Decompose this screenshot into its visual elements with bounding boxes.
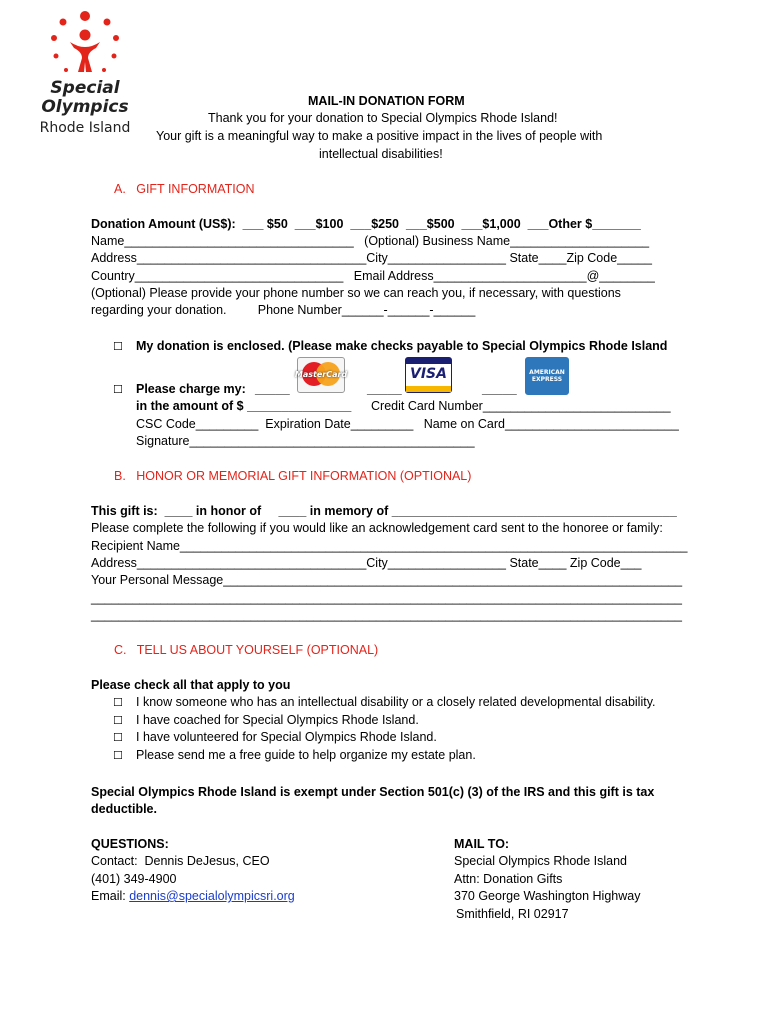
please-charge-label: Please charge my: — [136, 382, 246, 396]
option-label: I know someone who has an intellectual disability or a closely related developmental disability. — [136, 695, 656, 709]
phone-number-row[interactable]: regarding your donation. Phone Number______-______-______ — [91, 303, 476, 317]
acknowledgement-instructions: Please complete the following if you would like an acknowledgement card sent to the honoree or family: — [91, 521, 663, 535]
name-row[interactable]: Name_________________________________ (Optional) Business Name____________________ — [91, 234, 650, 248]
logo-line-1: Special — [50, 78, 120, 98]
amex-label-1: AMERICAN — [529, 369, 565, 376]
email-link[interactable]: dennis@specialolympicsri.org — [129, 889, 295, 903]
logo-line-3: Rhode Island — [39, 120, 131, 136]
section-a-heading: A. GIFT INFORMATION — [114, 182, 255, 196]
mail-to-line-2: Attn: Donation Gifts — [454, 872, 563, 886]
amex-logo — [525, 357, 569, 395]
mail-to-heading: MAIL TO: — [454, 837, 510, 851]
option-label: I have volunteered for Special Olympics Rhode Island. — [136, 730, 437, 744]
visa-blank[interactable]: _____ — [367, 382, 402, 396]
visa-label: VISA — [410, 366, 447, 383]
mastercard-blank[interactable]: _____ — [255, 382, 290, 396]
option-label: Please send me a free guide to help organize my estate plan. — [136, 748, 476, 762]
special-olympics-emblem-icon — [30, 8, 140, 80]
mail-to-line-1: Special Olympics Rhode Island — [454, 854, 627, 868]
gift-type-row[interactable]: This gift is: ____ in honor of ____ in memory of _________________________________________ — [91, 504, 677, 518]
intro-line-3: intellectual disabilities! — [319, 147, 443, 161]
mail-to-line-4: Smithfield, RI 02917 — [456, 907, 569, 921]
recipient-address-row[interactable]: Address_________________________________City_________________ State____ Zip Code___ — [91, 556, 642, 570]
contact-email-row — [91, 888, 295, 906]
recipient-name-field[interactable]: Recipient Name_________________________________________________________________________ — [91, 539, 688, 553]
mastercard-logo — [294, 357, 348, 393]
special-olympics-logo — [30, 8, 140, 138]
logo-line-2: Olympics — [41, 97, 129, 117]
country-email-row[interactable]: Country______________________________ Email Address______________________@________ — [91, 269, 655, 283]
donation-enclosed-label: My donation is enclosed. (Please make checks payable to Special Olympics Rhode Island — [136, 339, 668, 353]
credit-card-number-field[interactable]: Credit Card Number___________________________ — [371, 399, 671, 413]
csc-expiration-name-row[interactable]: CSC Code_________ Expiration Date_________ Name on Card_________________________ — [136, 417, 679, 431]
form-title: MAIL-IN DONATION FORM — [308, 94, 465, 108]
section-c-heading: C. TELL US ABOUT YOURSELF (OPTIONAL) — [114, 643, 379, 657]
message-line-1[interactable]: _____________________________________________________________________________________ — [91, 591, 682, 605]
option-checkbox[interactable]: ☐ — [113, 714, 123, 727]
charge-checkbox[interactable]: ☐ — [113, 383, 123, 396]
enclosed-checkbox[interactable]: ☐ — [113, 340, 123, 353]
mail-to-line-3: 370 George Washington Highway — [454, 889, 641, 903]
check-all-label: Please check all that apply to you — [91, 678, 291, 692]
charge-amount-row[interactable]: in the amount of $ _______________ — [136, 399, 352, 413]
signature-field[interactable]: Signature_________________________________________ — [136, 434, 475, 448]
contact-name: Contact: Dennis DeJesus, CEO — [91, 854, 270, 868]
personal-message-field[interactable]: Your Personal Message__________________________________________________________________ — [91, 573, 683, 587]
email-label: Email: — [91, 889, 130, 903]
address-row[interactable]: Address_________________________________City_________________ State____Zip Code_____ — [91, 251, 652, 265]
visa-logo — [405, 357, 452, 393]
questions-heading: QUESTIONS: — [91, 837, 169, 851]
tax-statement-line-2: deductible. — [91, 802, 157, 816]
message-line-2[interactable]: _____________________________________________________________________________________ — [91, 608, 682, 622]
option-checkbox[interactable]: ☐ — [113, 696, 123, 709]
option-checkbox[interactable]: ☐ — [113, 731, 123, 744]
option-checkbox[interactable]: ☐ — [113, 749, 123, 762]
section-b-heading: B. HONOR OR MEMORIAL GIFT INFORMATION (OPTIONAL) — [114, 469, 472, 483]
amex-blank[interactable]: _____ — [482, 382, 517, 396]
phone-instructions: (Optional) Please provide your phone number so we can reach you, if necessary, with questions — [91, 286, 621, 300]
amex-label-2: EXPRESS — [531, 376, 563, 383]
option-label: I have coached for Special Olympics Rhode Island. — [136, 713, 419, 727]
tax-statement-line-1: Special Olympics Rhode Island is exempt under Section 501(c) (3) of the IRS and this gift is tax — [91, 785, 655, 799]
mastercard-label: MasterCard — [294, 370, 348, 380]
intro-line-2: Your gift is a meaningful way to make a positive impact in the lives of people with — [156, 129, 603, 143]
contact-phone: (401) 349-4900 — [91, 872, 177, 886]
donation-amount-row[interactable]: Donation Amount (US$): ___ $50 ___$100 ___$250 ___$500 ___$1,000 ___Other $_______ — [91, 217, 641, 231]
thank-you-line: Thank you for your donation to Special Olympics Rhode Island! — [208, 111, 558, 125]
